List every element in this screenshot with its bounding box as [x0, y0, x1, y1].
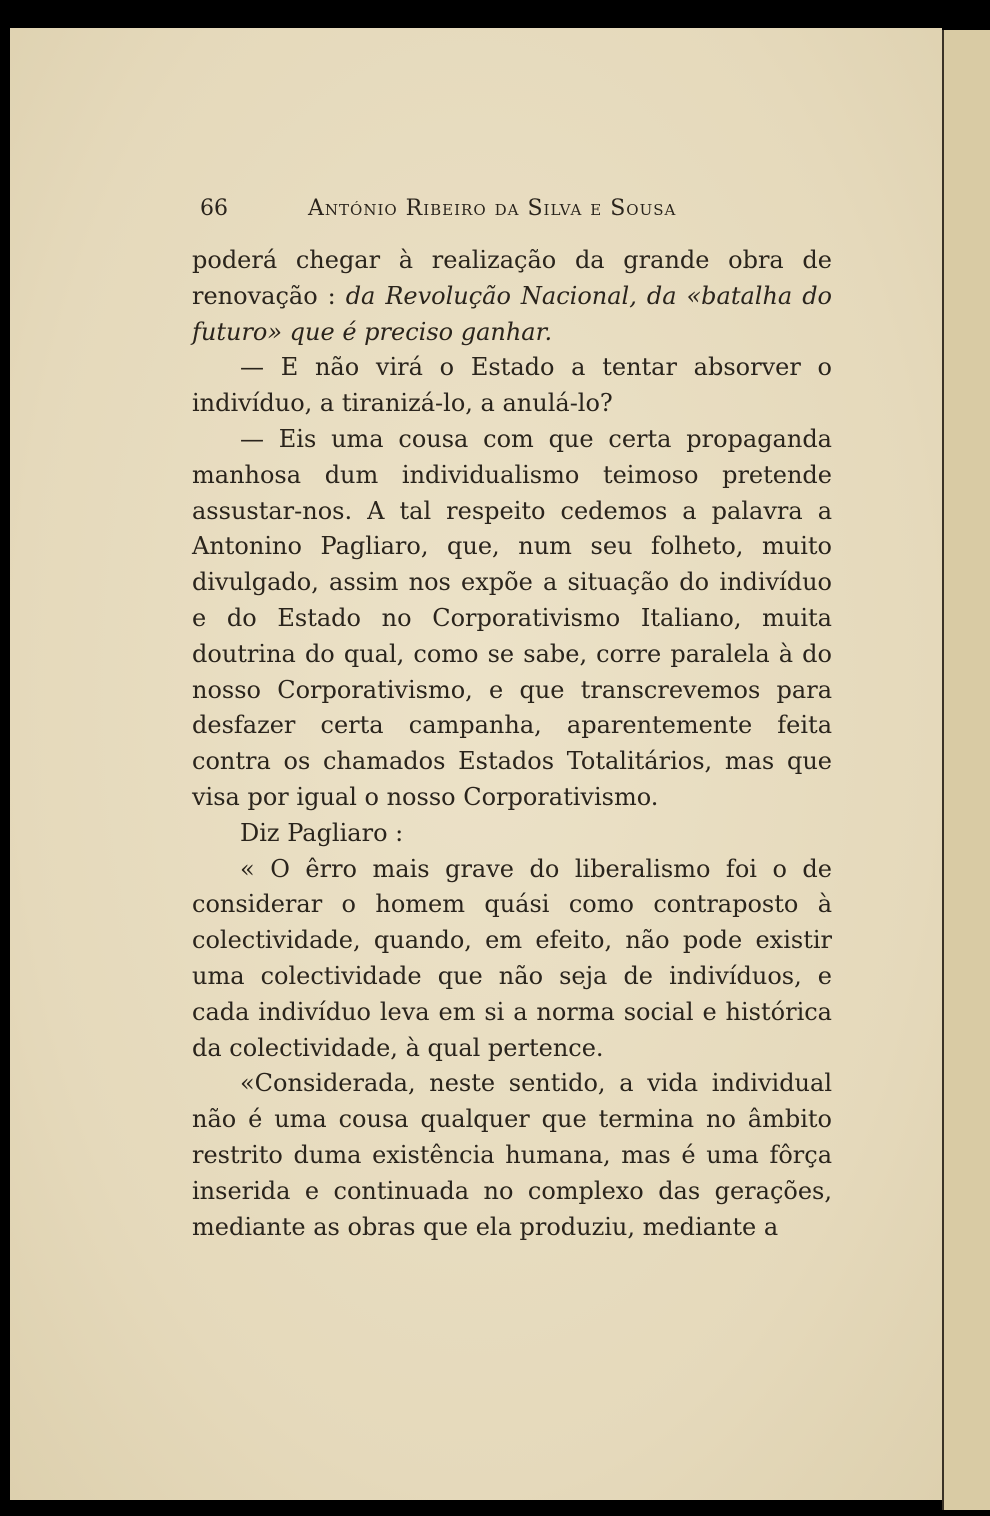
paragraph-1-plain: poderá chegar à realização da grande obra de renovação :	[192, 246, 832, 310]
paragraph-3: — Eis uma cousa com que certa propaganda manhosa dum individualismo teimoso pretende assustar-nos. A tal respeito cedemos a palavra a Antonino Pagliaro, que, num seu folheto, muito divulgado, assim nos expõe a situação do indivíduo e do Estado no Corporativismo Italiano, muita doutrina do qual, como se sabe, corre paralela à do nosso Corporativismo, e que transcrevemos para desfazer certa campanha, aparentemente feita contra os chamados Estados Totalitários, mas que visa por igual o nosso Corporativismo.	[192, 424, 832, 811]
paragraph-2: — E não virá o Estado a tentar absorver o indivíduo, a tiranizá-lo, a anulá-lo?	[192, 353, 832, 418]
paragraph-5: « O êrro mais grave do liberalismo foi o de considerar o homem quási como contraposto à colectividade, quando, em efeito, não pode existir uma colectividade que não seja de indivíduos, e cada indivíduo leva em si a norma social e histórica da colectividade, à qual pertence.	[192, 854, 832, 1062]
adjacent-page-edge	[942, 30, 990, 1510]
page-number: 66	[200, 196, 228, 221]
paragraph-1	[192, 243, 832, 350]
body-text	[192, 243, 832, 1245]
paragraph-6: «Considerada, neste sentido, a vida individual não é uma cousa qualquer que termina no âmbito restrito duma existência humana, mas é uma fôrça inserida e continuada no complexo das gerações, mediante as obras que ela produziu, mediante a	[192, 1069, 832, 1241]
paragraph-1-italic: da Revolução Nacional, da «batalha do futuro» que é preciso ganhar.	[192, 281, 833, 346]
paragraph-4: Diz Pagliaro :	[240, 818, 404, 847]
page-header	[200, 196, 840, 226]
running-title: António Ribeiro da Silva e Sousa	[308, 196, 677, 221]
